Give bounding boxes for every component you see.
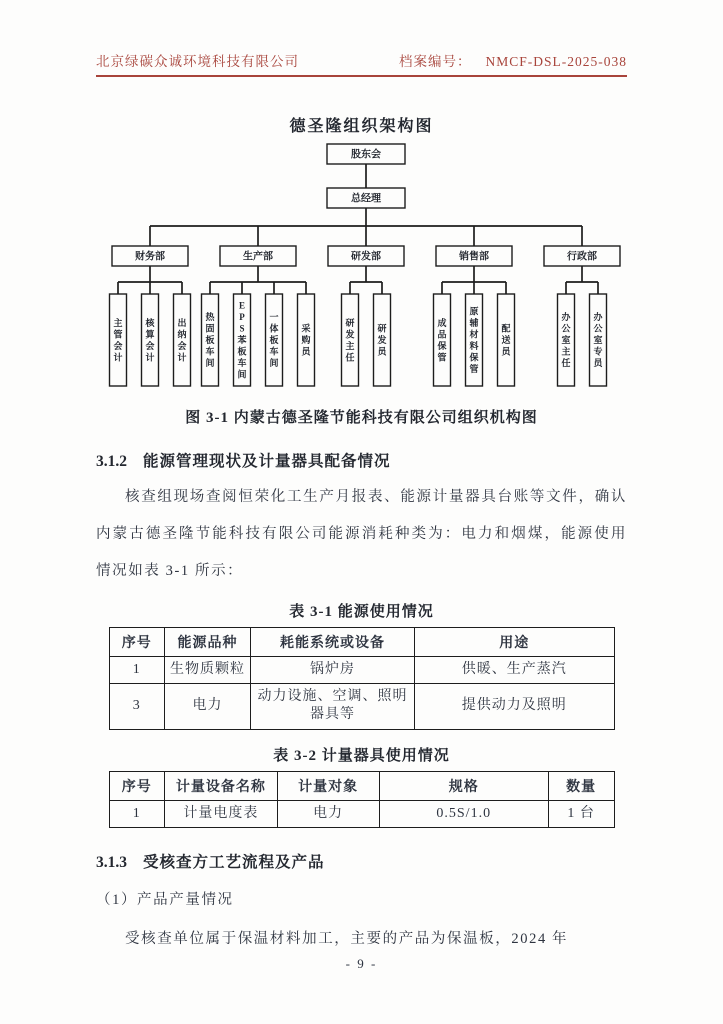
- table32-cell: 1 台: [548, 800, 614, 827]
- table31-cell: 1: [109, 657, 165, 684]
- org-box-label: 研发部: [351, 251, 381, 263]
- org-box-label: 财务部: [135, 251, 165, 263]
- org-box-label: 股东会: [351, 149, 381, 161]
- figure-caption: 图 3-1 内蒙古德圣隆节能科技有限公司组织机构图: [185, 410, 538, 426]
- org-box-label: 原辅材料保管: [469, 306, 479, 374]
- table-row: [109, 684, 614, 729]
- table31-cell: 生物质颗粒: [165, 657, 251, 684]
- header-rule: [96, 75, 627, 77]
- org-box-label: 研发主任: [345, 317, 355, 363]
- section-heading-312: [96, 449, 627, 471]
- table32-header: 规格: [379, 771, 548, 800]
- table31-header: 耗能系统或设备: [250, 628, 414, 657]
- file-no-value: NMCF-DSL-2025-038: [485, 54, 627, 69]
- table31-cell: 3: [109, 684, 165, 729]
- org-box-label: 配送员: [501, 323, 511, 357]
- table31-title: 表 3-1 能源使用情况: [289, 604, 434, 620]
- table32-header: 序号: [109, 771, 165, 800]
- section-title-313: 受核查方工艺流程及产品: [143, 853, 325, 871]
- org-box-label: 采购员: [301, 323, 311, 357]
- table32-cell: 电力: [277, 800, 379, 827]
- section-title-312: 能源管理现状及计量器具配备情况: [143, 453, 391, 470]
- table-row: [109, 657, 614, 684]
- table32-header: 数量: [548, 771, 614, 800]
- org-box-label: 核算会计: [145, 317, 155, 363]
- section-number-312: 3.1.2: [96, 453, 127, 470]
- table32-cell: 0.5S/1.0: [379, 800, 548, 827]
- table32-title: 表 3-2 计量器具使用情况: [273, 747, 450, 764]
- table-row: [109, 800, 614, 827]
- org-box-label: 主管会计: [113, 317, 123, 363]
- org-box-label: 一体板车间: [269, 312, 279, 368]
- subsection-313-item1: （1）产品产量情况: [96, 891, 234, 908]
- org-chart: [96, 142, 636, 394]
- file-no-label: 档案编号：: [398, 54, 472, 69]
- section-number-313: 3.1.3: [96, 853, 127, 871]
- org-box-label: 总经理: [351, 193, 381, 205]
- org-box-label: 办公室专员: [593, 312, 603, 368]
- table32-cell: 1: [109, 800, 165, 827]
- header-company: 北京绿碳众诚环境科技有限公司: [96, 54, 299, 69]
- org-box-label: 成品保管: [437, 317, 447, 363]
- org-chart-title: 德圣隆组织架构图: [289, 118, 434, 135]
- org-box-label: 热固板车间: [205, 312, 215, 368]
- org-box-label: 办公室主任: [561, 312, 571, 368]
- org-box-label: E P S 苯板车间: [237, 300, 247, 380]
- org-box-label: 生产部: [243, 251, 273, 263]
- table31-header: 序号: [109, 628, 165, 657]
- table31-header: 能源品种: [165, 628, 251, 657]
- table31-cell: 锅炉房: [250, 657, 414, 684]
- energy-use-table: [109, 627, 615, 730]
- table32-header: 计量设备名称: [165, 771, 278, 800]
- page-number: - 9 -: [345, 956, 378, 971]
- table31-header: 用途: [415, 628, 614, 657]
- org-chart-svg: [96, 142, 636, 394]
- page-footer: [0, 956, 723, 972]
- org-box-label: 出纳会计: [177, 317, 187, 363]
- section-heading-313: [96, 850, 627, 872]
- org-box-label: 研发员: [377, 323, 387, 357]
- paragraph-312: 核查组现场查阅恒荣化工生产月报表、能源计量器具台账等文件，确认内蒙古德圣隆节能科技有限公司能源消耗种类为：电力和烟煤，能源使用情况如表 3-1 所示：: [96, 489, 627, 579]
- table31-cell: 动力设施、空调、照明器具等: [250, 684, 414, 729]
- metering-devices-table: [109, 771, 615, 828]
- org-box-label: 销售部: [459, 251, 489, 263]
- paragraph-313: 受核查单位属于保温材料加工，主要的产品为保温板，2024 年: [125, 930, 569, 947]
- table32-header: 计量对象: [277, 771, 379, 800]
- table31-cell: 电力: [165, 684, 251, 729]
- org-box-label: 行政部: [567, 251, 597, 263]
- header-file-no: [399, 50, 627, 70]
- table31-cell: 提供动力及照明: [415, 684, 614, 729]
- table32-cell: 计量电度表: [165, 800, 278, 827]
- page-header: [96, 50, 627, 70]
- table31-cell: 供暖、生产蒸汽: [415, 657, 614, 684]
